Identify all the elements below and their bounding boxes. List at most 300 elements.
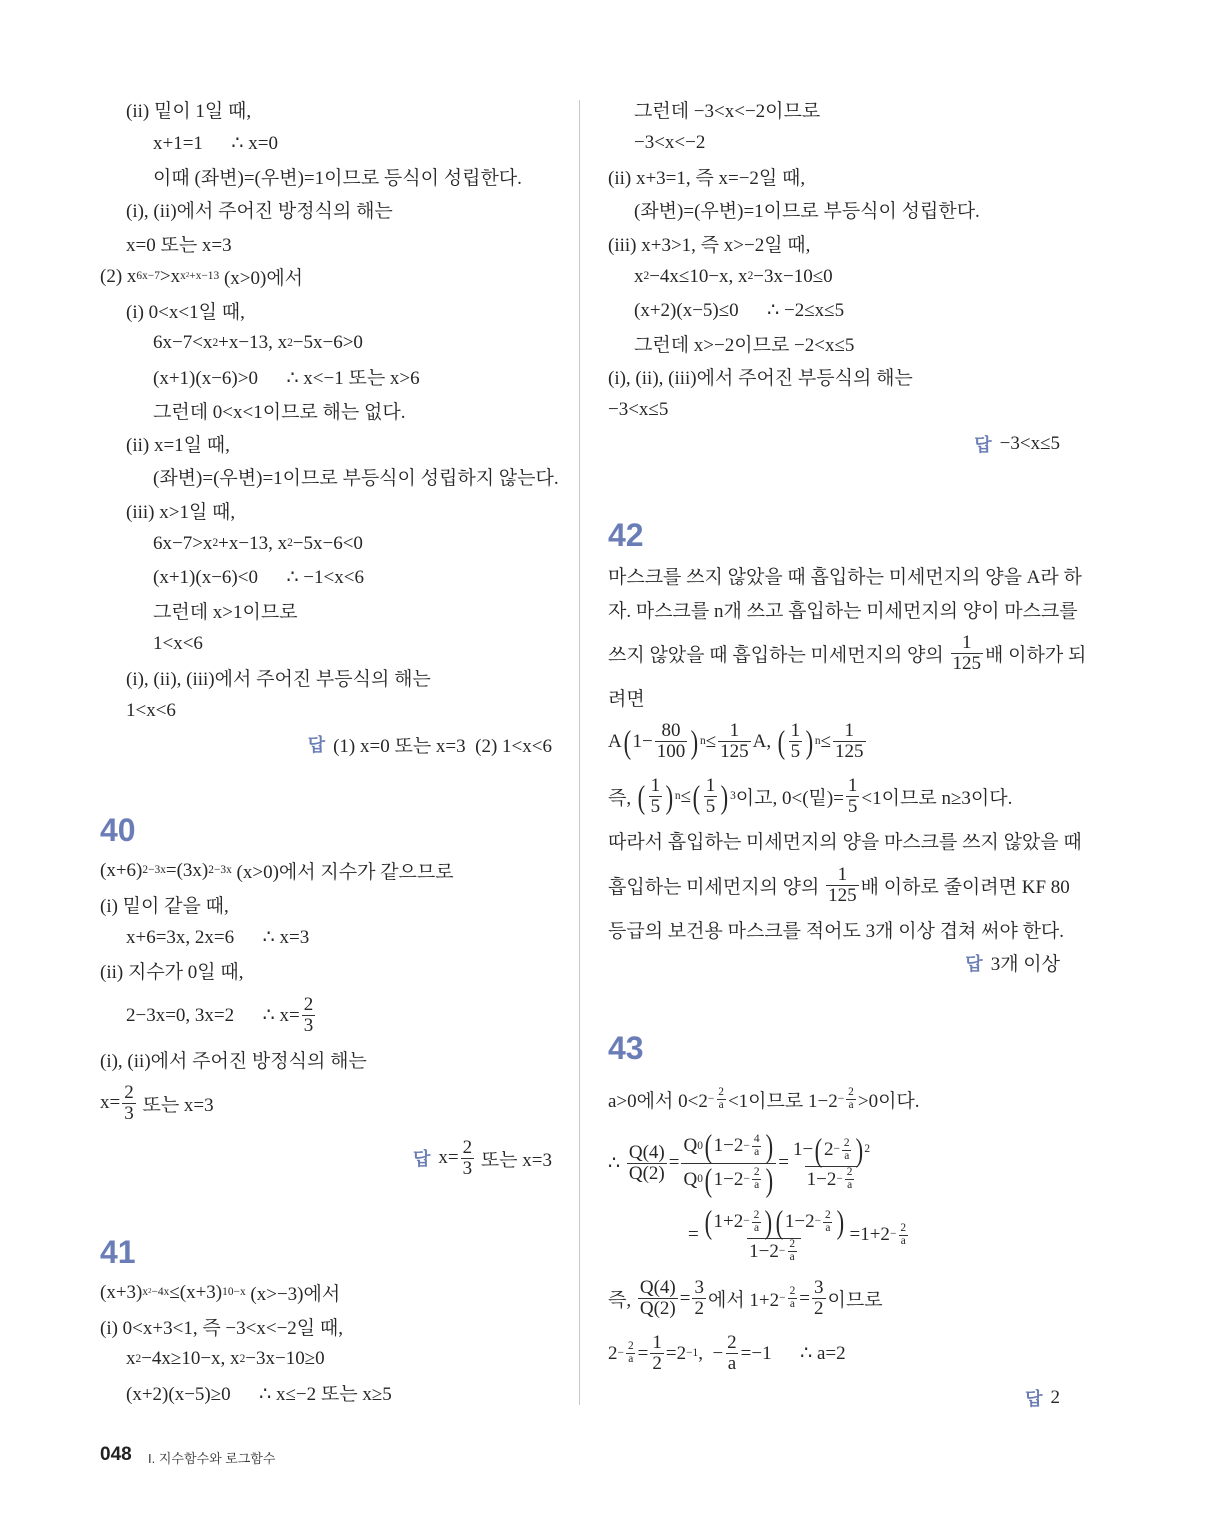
solution-line bbox=[608, 1127, 1060, 1199]
parenthesis: ) bbox=[765, 1128, 773, 1165]
solution-line bbox=[100, 694, 552, 727]
fraction bbox=[846, 1087, 856, 1112]
denominator bbox=[655, 741, 688, 762]
math-text: A bbox=[608, 730, 622, 752]
numerator bbox=[836, 865, 850, 885]
parenthesis: ( bbox=[637, 778, 646, 815]
numerator bbox=[789, 721, 803, 741]
math-text: (좌변)=(우변)=1이므로 부등식이 성립한다. bbox=[634, 201, 980, 223]
solution-line bbox=[100, 1276, 552, 1309]
math-text: 따라서 흡입하는 미세먼지의 양을 마스크를 쓰지 않았을 때 bbox=[608, 832, 1082, 854]
denominator bbox=[812, 1298, 826, 1319]
numerator bbox=[728, 721, 742, 741]
answer-line bbox=[608, 427, 1060, 460]
fraction bbox=[789, 721, 803, 762]
fraction bbox=[704, 776, 718, 817]
math-text: a bbox=[628, 1353, 634, 1365]
numerator bbox=[846, 1087, 856, 1099]
answer-label: 답 bbox=[412, 1149, 431, 1170]
fraction bbox=[788, 1286, 798, 1311]
solution-line bbox=[608, 626, 1087, 681]
denominator bbox=[461, 1158, 475, 1179]
numerator bbox=[812, 1278, 826, 1298]
numerator bbox=[842, 1138, 852, 1150]
math-text: 2 bbox=[789, 1285, 796, 1298]
math-text: (ii) x+3=1, 즉 x=−2일 때, bbox=[608, 167, 806, 189]
denominator bbox=[951, 653, 984, 674]
math-text: 2 bbox=[212, 336, 219, 349]
math-text: 그런데 −3<x<−2이므로 bbox=[634, 101, 821, 123]
superscript bbox=[815, 1210, 835, 1235]
parenthesis: ) bbox=[765, 1161, 773, 1198]
solution-line bbox=[100, 661, 552, 694]
denominator bbox=[747, 1238, 801, 1264]
solution-line bbox=[100, 394, 552, 427]
math-text: 또는 x=3 bbox=[137, 1094, 214, 1116]
solution-line bbox=[100, 227, 552, 260]
math-text: 2 bbox=[608, 1342, 618, 1364]
denominator bbox=[899, 1235, 908, 1248]
math-text: −5x−6<0 bbox=[292, 532, 363, 554]
math-text: 2−3x=0, 3x=2 ∴ x= bbox=[126, 1004, 300, 1026]
solution-line bbox=[608, 1199, 1060, 1271]
fraction bbox=[791, 1131, 872, 1192]
solution-line bbox=[608, 360, 1060, 393]
math-text: 6x−7>x bbox=[153, 532, 213, 554]
fraction bbox=[692, 1278, 706, 1319]
denominator bbox=[726, 1353, 738, 1374]
math-text: a bbox=[847, 1179, 853, 1192]
math-text: −1 bbox=[686, 1346, 699, 1359]
math-text: (x+2)(x−5)≤0 ∴ −2≤x≤5 bbox=[634, 299, 845, 321]
numerator bbox=[823, 1210, 833, 1222]
math-text: 125 bbox=[835, 741, 864, 763]
answer-label: 답 bbox=[965, 953, 983, 974]
parenthesis: ( bbox=[704, 1203, 712, 1240]
math-text: Q(4) bbox=[639, 1277, 676, 1299]
numerator bbox=[704, 776, 718, 796]
fraction bbox=[626, 1341, 636, 1366]
parenthesis: ( bbox=[692, 778, 701, 815]
math-text: 3 bbox=[730, 789, 736, 802]
denominator bbox=[845, 1179, 854, 1192]
fraction bbox=[725, 1333, 739, 1374]
parenthesis: ) bbox=[720, 778, 729, 815]
fraction bbox=[655, 721, 688, 762]
solution-41-continued bbox=[608, 93, 1060, 460]
answer-line bbox=[608, 946, 1060, 979]
solution-line bbox=[608, 858, 1070, 913]
superscript bbox=[838, 1087, 858, 1112]
math-text: (ii) 지수가 0일 때, bbox=[100, 962, 244, 984]
solution-39-continued bbox=[100, 93, 559, 761]
math-text: (iii) x>1일 때, bbox=[126, 501, 236, 523]
math-text: = bbox=[668, 1152, 680, 1173]
math-text: 3 bbox=[303, 1014, 314, 1036]
numerator bbox=[638, 1278, 678, 1298]
math-text: (i), (ii), (iii)에서 주어진 부등식의 해는 bbox=[608, 368, 913, 390]
math-text: 6x−7<x bbox=[153, 332, 213, 354]
math-text: 2 bbox=[718, 1086, 724, 1099]
math-text: − bbox=[617, 1346, 624, 1359]
solution-line bbox=[608, 1326, 1060, 1381]
solution-line bbox=[608, 681, 1060, 714]
math-text: Q(2) bbox=[639, 1298, 676, 1319]
numerator bbox=[649, 776, 663, 796]
math-text: (x+3) bbox=[100, 1281, 143, 1303]
math-text: 125 bbox=[720, 741, 749, 763]
denominator bbox=[789, 741, 803, 762]
solution-line bbox=[608, 327, 1060, 360]
fraction bbox=[627, 1143, 667, 1184]
math-text: 1−2 bbox=[749, 1240, 779, 1262]
fraction bbox=[752, 1210, 762, 1235]
math-text: 1− bbox=[793, 1139, 814, 1161]
math-text: =2 bbox=[665, 1342, 687, 1364]
solution-line bbox=[100, 293, 552, 326]
math-text: (x+1)(x−6)<0 ∴ −1<x<6 bbox=[153, 566, 364, 588]
math-text: x= bbox=[438, 1147, 459, 1169]
math-text: 2 bbox=[135, 1352, 142, 1365]
solution-42 bbox=[608, 517, 1087, 979]
superscript bbox=[890, 1223, 910, 1248]
math-text: x bbox=[126, 1348, 136, 1370]
denominator bbox=[846, 1099, 855, 1112]
solution-line bbox=[100, 160, 552, 193]
solution-line bbox=[100, 887, 552, 920]
numerator bbox=[898, 1223, 908, 1235]
math-text: +x−13, x bbox=[218, 332, 288, 354]
math-text: a bbox=[753, 1221, 760, 1234]
superscript bbox=[779, 1239, 799, 1264]
math-text: n bbox=[674, 789, 681, 802]
math-text: − bbox=[779, 1291, 786, 1304]
solution-40 bbox=[100, 812, 552, 1186]
numerator bbox=[725, 1333, 739, 1353]
numerator bbox=[846, 776, 860, 796]
math-text: − bbox=[814, 1215, 822, 1228]
math-text: 3 bbox=[694, 1277, 704, 1299]
math-text: = bbox=[688, 1224, 699, 1245]
math-text: (i) 밑이 같을 때, bbox=[100, 895, 229, 917]
math-text: a bbox=[789, 1298, 795, 1310]
fraction bbox=[752, 1134, 762, 1159]
solution-line bbox=[100, 193, 552, 226]
fraction bbox=[823, 1210, 833, 1235]
math-text: 1− bbox=[632, 730, 653, 752]
math-text: (ii) x=1일 때, bbox=[126, 435, 230, 457]
math-text: −3x−10≤0 bbox=[753, 265, 833, 287]
solution-line bbox=[100, 494, 552, 527]
math-text: 2 bbox=[825, 1208, 831, 1221]
numerator bbox=[627, 1143, 667, 1163]
math-text: 3 bbox=[814, 1277, 824, 1299]
math-text: Q(2) bbox=[628, 1162, 665, 1184]
math-text: 2 bbox=[643, 269, 650, 282]
math-text: −3<x<−2 bbox=[634, 132, 706, 154]
numerator bbox=[701, 1203, 848, 1240]
solution-line bbox=[608, 913, 1065, 946]
superscript bbox=[779, 1286, 799, 1311]
denominator bbox=[805, 1166, 859, 1192]
math-text: 2 bbox=[864, 1143, 871, 1156]
math-text: ∴ bbox=[608, 1152, 625, 1174]
superscript bbox=[836, 1167, 856, 1192]
math-text: − bbox=[833, 1143, 840, 1156]
math-text: x+6=3x, 2x=6 ∴ x=3 bbox=[126, 926, 310, 948]
superscript bbox=[222, 1287, 246, 1298]
parenthesis: ( bbox=[704, 1128, 713, 1165]
numerator bbox=[787, 1239, 797, 1251]
parenthesis: ( bbox=[777, 723, 786, 760]
math-text: 2−3x bbox=[208, 863, 232, 876]
math-text: (iii) x+3>1, 즉 x>−2일 때, bbox=[608, 234, 811, 256]
math-text: (ii) 밑이 1일 때, bbox=[126, 101, 252, 123]
solution-line bbox=[100, 360, 552, 393]
math-text: 2 bbox=[287, 537, 293, 550]
math-text: 1 bbox=[729, 720, 740, 742]
parenthesis: ) bbox=[665, 778, 674, 815]
answer-line bbox=[100, 1131, 552, 1186]
solution-line bbox=[608, 260, 1060, 293]
math-text: 1 bbox=[847, 775, 858, 797]
denominator bbox=[638, 1298, 678, 1319]
math-text: x bbox=[634, 265, 644, 287]
math-text: 2 bbox=[823, 1139, 834, 1161]
parenthesis: ) bbox=[690, 723, 699, 760]
superscript bbox=[833, 1138, 853, 1163]
math-text: 3 bbox=[462, 1157, 473, 1179]
denominator bbox=[752, 1146, 761, 1159]
fraction bbox=[461, 1138, 475, 1179]
denominator bbox=[833, 741, 866, 762]
math-text: 6x−7 bbox=[136, 269, 160, 282]
math-text: 2 bbox=[789, 1238, 796, 1251]
numerator bbox=[650, 1333, 664, 1353]
superscript bbox=[743, 1134, 763, 1159]
numerator bbox=[752, 1134, 762, 1146]
numerator bbox=[788, 1286, 798, 1298]
math-text: (좌변)=(우변)=1이므로 부등식이 성립하지 않는다. bbox=[153, 468, 559, 490]
math-text: 2 bbox=[148, 1288, 152, 1296]
fraction bbox=[650, 1333, 664, 1374]
math-text: 1−2 bbox=[713, 1168, 744, 1190]
math-text: (i) 0<x<1일 때, bbox=[126, 301, 245, 323]
denominator bbox=[681, 1163, 776, 1196]
math-text: 2 bbox=[212, 537, 219, 550]
parenthesis: ) bbox=[805, 723, 814, 760]
denominator bbox=[650, 1353, 664, 1374]
math-text: 2 bbox=[652, 1353, 662, 1374]
math-text: Q(4) bbox=[628, 1141, 665, 1163]
math-text: −4x≤10−x, x bbox=[649, 265, 748, 287]
solution-line bbox=[608, 714, 1060, 769]
fraction bbox=[833, 721, 866, 762]
math-text: 이므로 bbox=[827, 1290, 883, 1311]
math-text: 2 bbox=[846, 1166, 853, 1179]
math-text: 배 이하로 줄이려면 KF 80 bbox=[860, 876, 1070, 898]
solution-line bbox=[608, 93, 1060, 126]
math-text: (x+2)(x−5)≥0 ∴ x≤−2 또는 x≥5 bbox=[126, 1384, 392, 1406]
math-text: Q bbox=[683, 1168, 698, 1190]
math-text: = bbox=[778, 1152, 789, 1173]
math-text: +x−13 bbox=[189, 269, 220, 282]
math-text: 10−x bbox=[222, 1285, 246, 1298]
math-text: ≤ bbox=[820, 730, 832, 752]
math-text: 2 bbox=[694, 1298, 704, 1319]
math-text: 2 bbox=[462, 1137, 473, 1159]
solution-line bbox=[100, 627, 552, 660]
math-text: − bbox=[707, 1092, 715, 1105]
page-number: 048 bbox=[100, 1444, 132, 1465]
solution-line bbox=[100, 527, 552, 560]
math-text: 2 bbox=[185, 272, 190, 280]
math-text: −3<x≤5 bbox=[608, 399, 669, 421]
math-text: , − bbox=[698, 1342, 724, 1364]
math-text: 흡입하는 미세먼지의 양의 bbox=[608, 876, 825, 898]
numerator bbox=[752, 1210, 762, 1222]
math-text: <1이므로 1−2 bbox=[727, 1091, 838, 1112]
numerator bbox=[843, 721, 857, 741]
subscript: 0 bbox=[697, 1172, 703, 1185]
math-text: 2 bbox=[727, 1332, 737, 1354]
math-text: A, bbox=[752, 730, 776, 752]
answer-label: 답 bbox=[974, 434, 992, 455]
problem-number: 40 bbox=[100, 812, 136, 848]
denominator bbox=[842, 1150, 851, 1163]
math-text: >0이다. bbox=[857, 1091, 920, 1112]
superscript bbox=[618, 1341, 638, 1366]
superscript bbox=[743, 1210, 763, 1235]
fraction bbox=[701, 1203, 848, 1264]
math-text: −4x bbox=[151, 1285, 170, 1298]
denominator bbox=[826, 885, 859, 906]
math-text: x bbox=[180, 269, 186, 282]
solution-line bbox=[100, 854, 552, 887]
math-text: 3 bbox=[124, 1102, 134, 1124]
math-text: =1+2 bbox=[849, 1224, 890, 1245]
math-text: <1이므로 n≥3이다. bbox=[861, 788, 1013, 810]
answer-line bbox=[608, 1381, 1060, 1414]
math-text: (i), (ii)에서 주어진 방정식의 해는 bbox=[100, 1050, 367, 1072]
denominator bbox=[692, 1298, 706, 1319]
solution-line bbox=[100, 1309, 552, 1342]
parenthesis: ( bbox=[623, 723, 631, 760]
solution-line bbox=[608, 126, 1060, 159]
math-text: 1−2 bbox=[713, 1135, 744, 1157]
math-text: 1 bbox=[844, 720, 855, 742]
math-text: 1 bbox=[962, 631, 972, 653]
math-text: a bbox=[848, 1099, 854, 1111]
solution-line bbox=[608, 160, 1060, 193]
numerator bbox=[845, 1167, 855, 1179]
solution-41 bbox=[100, 1234, 552, 1410]
numerator bbox=[960, 633, 974, 653]
math-text: 2 bbox=[627, 1340, 634, 1353]
math-text: (i), (ii)에서 주어진 방정식의 해는 bbox=[126, 201, 393, 223]
solution-line bbox=[608, 559, 1082, 592]
denominator bbox=[122, 1103, 136, 1124]
math-text: −3x−10≥0 bbox=[245, 1348, 325, 1370]
math-text: 1<x<6 bbox=[126, 699, 176, 721]
fraction bbox=[752, 1167, 762, 1192]
solution-line bbox=[100, 1043, 552, 1076]
superscript bbox=[142, 865, 166, 876]
math-text: 125 bbox=[828, 884, 857, 906]
solution-line bbox=[100, 260, 552, 293]
math-text: a bbox=[754, 1145, 760, 1158]
numerator bbox=[681, 1128, 776, 1165]
solution-line bbox=[100, 560, 552, 593]
solution-line bbox=[100, 460, 559, 493]
parenthesis: ) bbox=[836, 1203, 844, 1240]
math-text: 2 bbox=[900, 1221, 907, 1234]
parenthesis: ( bbox=[814, 1131, 823, 1168]
math-text: (i), (ii), (iii)에서 주어진 부등식의 해는 bbox=[126, 668, 431, 690]
math-text: 1 bbox=[652, 1332, 662, 1354]
denominator bbox=[823, 1222, 832, 1235]
denominator bbox=[718, 741, 751, 762]
superscript bbox=[136, 271, 160, 282]
math-text: 125 bbox=[952, 652, 982, 674]
math-text: 3개 이상 bbox=[990, 954, 1060, 976]
math-text: 이때 (좌변)=(우변)=1이므로 등식이 성립한다. bbox=[153, 167, 522, 189]
math-text: − bbox=[889, 1228, 897, 1241]
math-text: 2 bbox=[753, 1166, 760, 1179]
math-text: a bbox=[825, 1221, 831, 1234]
solution-line bbox=[100, 954, 552, 987]
fraction bbox=[681, 1130, 776, 1196]
math-text: ≤(x+3) bbox=[169, 1281, 223, 1303]
math-text: 즉, bbox=[608, 1290, 636, 1311]
math-text: 4 bbox=[753, 1132, 760, 1145]
math-text: x= bbox=[100, 1092, 121, 1114]
solution-43 bbox=[608, 1030, 1060, 1414]
math-text: (1) x=0 또는 x=3 (2) 1<x<6 bbox=[333, 735, 552, 757]
numerator bbox=[692, 1278, 706, 1298]
answer-label: 답 bbox=[1025, 1388, 1043, 1409]
solution-line bbox=[100, 988, 552, 1043]
math-text: 2 bbox=[753, 1208, 760, 1221]
solution-line bbox=[608, 769, 1060, 824]
math-text: 5 bbox=[847, 796, 858, 818]
math-text: −3<x≤5 bbox=[999, 432, 1060, 454]
parenthesis: ) bbox=[855, 1131, 863, 1168]
solution-line bbox=[100, 921, 552, 954]
denominator bbox=[704, 796, 718, 817]
math-text: − bbox=[743, 1215, 750, 1228]
math-text: −5x−6>0 bbox=[292, 332, 363, 354]
superscript bbox=[142, 1287, 169, 1298]
denominator bbox=[788, 1298, 797, 1311]
column-divider bbox=[579, 100, 580, 1405]
fraction bbox=[649, 776, 663, 817]
solution-line bbox=[100, 126, 552, 159]
superscript bbox=[708, 1087, 728, 1112]
solution-line bbox=[608, 824, 1082, 857]
solution-line bbox=[100, 1343, 552, 1376]
solution-line bbox=[608, 193, 1060, 226]
numerator bbox=[461, 1138, 475, 1158]
answer-line bbox=[100, 727, 552, 760]
solution-line bbox=[608, 592, 1078, 625]
numerator bbox=[752, 1167, 762, 1179]
math-text: a bbox=[789, 1251, 795, 1264]
solution-line bbox=[100, 327, 552, 360]
superscript bbox=[686, 1348, 698, 1359]
fraction bbox=[812, 1278, 826, 1319]
math-text: 2 bbox=[303, 993, 314, 1015]
